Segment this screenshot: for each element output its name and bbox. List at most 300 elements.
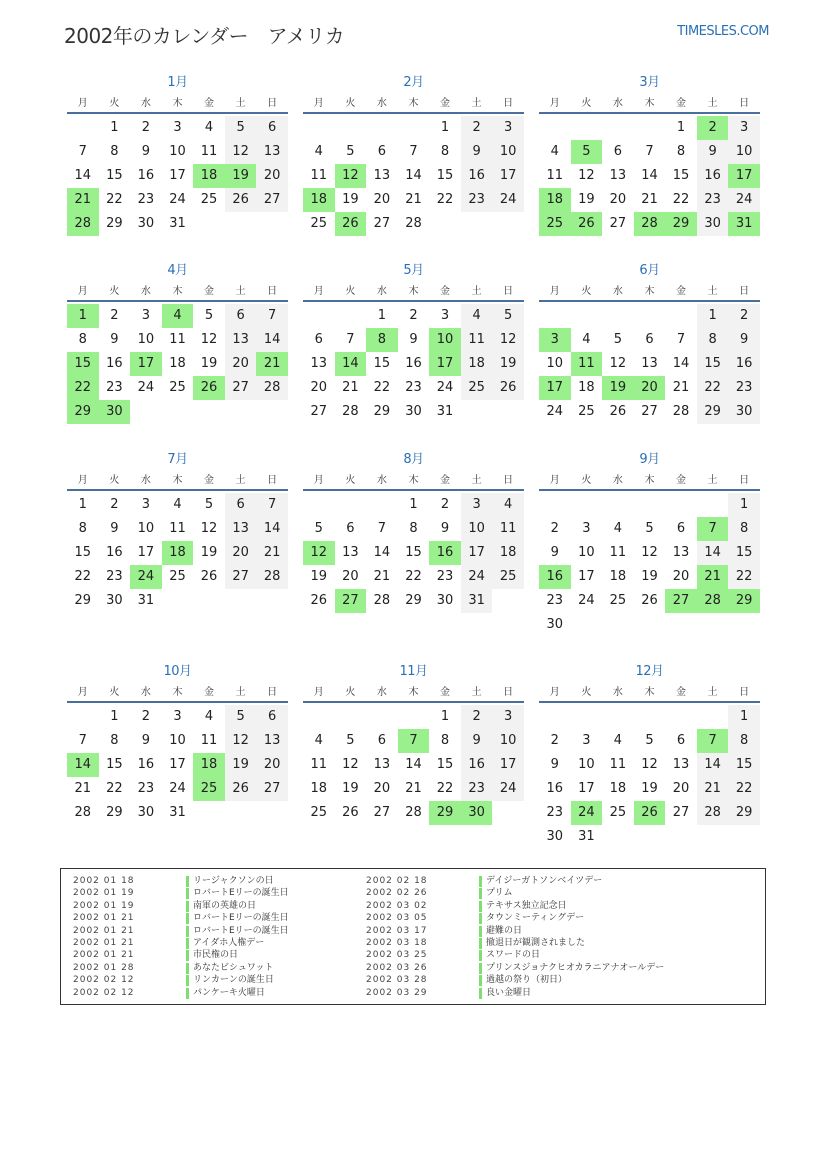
day-cell: 14 <box>405 168 422 183</box>
day-cell: 3 <box>173 709 182 724</box>
month-block <box>67 663 288 825</box>
weekday-label: 水 <box>140 686 151 698</box>
day-cell: 7 <box>697 729 729 753</box>
day-cell: 6 <box>377 144 387 159</box>
day-cell: 27 <box>672 805 690 820</box>
day-cell: 4 <box>613 733 623 748</box>
legend-item <box>73 987 289 999</box>
day-cell: 28 <box>405 216 422 231</box>
day-cell: 6 <box>613 144 623 159</box>
day-cell: 8 <box>728 517 760 541</box>
empty-day-cell <box>366 116 398 140</box>
day-cell: 13 <box>672 545 690 560</box>
week-row <box>539 777 760 801</box>
week-row <box>539 517 760 541</box>
weekday-label: 火 <box>109 474 120 486</box>
month-title: 7月 <box>167 452 188 467</box>
day-cell: 9 <box>550 757 559 772</box>
holiday-marker <box>186 950 189 961</box>
day-cell: 6 <box>225 304 257 328</box>
empty-day-cell <box>602 613 634 637</box>
day-cell: 5 <box>204 308 214 323</box>
day-cell: 13 <box>672 757 690 772</box>
legend-date: 2002 02 26 <box>366 888 428 899</box>
day-cell: 21 <box>256 352 288 376</box>
day-cell: 29 <box>67 400 99 424</box>
day-cell: 15 <box>697 352 729 376</box>
day-cell: 4 <box>613 521 623 536</box>
empty-day-cell <box>256 212 288 236</box>
empty-day-cell <box>634 304 666 328</box>
day-cell: 30 <box>436 593 454 608</box>
day-cell: 10 <box>137 521 155 536</box>
day-cell: 24 <box>169 192 186 207</box>
holiday-marker <box>186 901 189 912</box>
day-cell: 29 <box>429 801 461 825</box>
legend-date: 2002 03 02 <box>366 900 428 911</box>
day-cell: 24 <box>571 801 603 825</box>
site-logo[interactable]: TIMESLES.COM <box>677 24 769 39</box>
day-cell: 7 <box>256 493 288 517</box>
day-cell: 11 <box>609 757 627 772</box>
day-cell: 29 <box>405 593 422 608</box>
empty-day-cell <box>492 400 524 424</box>
legend-item <box>73 900 289 912</box>
day-cell: 20 <box>609 192 627 207</box>
day-cell: 20 <box>672 569 690 584</box>
day-cell: 27 <box>335 589 367 613</box>
legend-item <box>366 900 664 912</box>
month-block <box>67 262 288 424</box>
day-cell: 30 <box>99 400 131 424</box>
day-cell: 22 <box>697 376 729 400</box>
day-cell: 18 <box>169 356 186 371</box>
legend-date: 2002 03 26 <box>366 962 428 973</box>
day-cell: 22 <box>67 376 99 400</box>
day-cell: 16 <box>429 541 461 565</box>
weekday-label: 日 <box>267 97 278 109</box>
week-row <box>67 212 288 236</box>
day-cell: 22 <box>672 192 690 207</box>
week-row <box>67 565 288 589</box>
legend-date: 2002 02 12 <box>73 987 135 998</box>
day-cell: 30 <box>728 400 760 424</box>
week-row <box>539 613 760 637</box>
day-cell: 14 <box>405 757 422 772</box>
day-cell: 19 <box>200 545 218 560</box>
legend-holiday-name: 南軍の英雄の日 <box>193 900 257 911</box>
weekday-label: 水 <box>612 474 623 486</box>
week-row <box>539 753 760 777</box>
empty-day-cell <box>67 116 99 140</box>
week-row <box>303 352 524 376</box>
header-divider <box>303 489 524 491</box>
weekday-label: 金 <box>204 474 215 486</box>
week-row <box>67 164 288 188</box>
day-cell: 5 <box>346 733 355 748</box>
holiday-marker <box>186 913 189 924</box>
legend-date: 2002 03 05 <box>366 913 428 924</box>
weekday-label: 月 <box>549 97 560 109</box>
day-cell: 27 <box>665 589 697 613</box>
legend-date: 2002 01 21 <box>73 950 135 961</box>
holiday-marker <box>479 888 482 899</box>
legend-date: 2002 02 18 <box>366 876 428 886</box>
week-row <box>539 400 760 424</box>
weekday-label: 水 <box>140 474 151 486</box>
day-cell: 1 <box>377 308 387 323</box>
day-cell: 8 <box>110 733 119 748</box>
day-cell: 25 <box>609 805 627 820</box>
legend-holiday-name: パンケーキ火曜日 <box>193 987 265 998</box>
day-cell: 23 <box>436 569 454 584</box>
empty-day-cell <box>256 589 288 613</box>
legend-date: 2002 03 17 <box>366 925 428 936</box>
day-cell: 22 <box>728 777 760 801</box>
day-cell: 1 <box>697 304 729 328</box>
day-cell: 27 <box>225 376 257 400</box>
day-cell: 25 <box>578 404 595 419</box>
weekday-label: 土 <box>235 285 246 297</box>
header-divider <box>303 112 524 114</box>
month-block <box>303 451 524 613</box>
day-cell: 24 <box>578 593 595 608</box>
day-cell: 7 <box>256 304 288 328</box>
day-cell: 18 <box>162 541 194 565</box>
weekday-label: 月 <box>77 97 88 109</box>
empty-day-cell <box>634 493 666 517</box>
week-row <box>303 212 524 236</box>
day-cell: 12 <box>641 757 658 772</box>
day-cell: 8 <box>728 729 760 753</box>
day-cell: 19 <box>225 753 257 777</box>
weekday-label: 金 <box>440 97 451 109</box>
header-divider <box>67 300 288 302</box>
week-row <box>303 400 524 424</box>
weekday-label: 日 <box>503 686 514 698</box>
day-cell: 30 <box>106 593 123 608</box>
day-cell: 18 <box>310 781 328 796</box>
day-cell: 2 <box>728 304 760 328</box>
day-cell: 2 <box>550 521 559 536</box>
day-cell: 16 <box>137 168 155 183</box>
empty-day-cell <box>539 705 571 729</box>
day-cell: 19 <box>310 569 328 584</box>
holiday-marker <box>479 913 482 924</box>
weekday-label: 金 <box>204 686 215 698</box>
day-cell: 3 <box>141 497 151 512</box>
day-cell: 12 <box>200 332 218 347</box>
week-row <box>303 801 524 825</box>
day-cell: 4 <box>550 144 559 159</box>
day-cell: 14 <box>373 545 391 560</box>
day-cell: 13 <box>225 328 257 352</box>
day-cell: 17 <box>539 376 571 400</box>
day-cell: 23 <box>728 376 760 400</box>
day-cell: 29 <box>106 805 123 820</box>
day-cell: 25 <box>461 376 493 400</box>
day-cell: 18 <box>193 164 225 188</box>
weekday-label: 月 <box>77 474 88 486</box>
week-row <box>67 729 288 753</box>
day-cell: 5 <box>613 332 623 347</box>
empty-day-cell <box>225 801 257 825</box>
week-row <box>67 705 288 729</box>
day-cell: 26 <box>609 404 627 419</box>
day-cell: 9 <box>141 144 151 159</box>
empty-day-cell <box>130 400 162 424</box>
day-cell: 9 <box>461 140 493 164</box>
day-cell: 12 <box>200 521 218 536</box>
day-cell: 26 <box>225 188 257 212</box>
day-cell: 6 <box>676 521 686 536</box>
legend-date: 2002 03 18 <box>366 937 428 948</box>
day-cell: 24 <box>546 404 564 419</box>
empty-day-cell <box>602 493 634 517</box>
weekday-header <box>539 92 760 110</box>
legend-date: 2002 01 21 <box>73 937 135 948</box>
weekday-label: 土 <box>707 97 718 109</box>
day-cell: 28 <box>74 805 92 820</box>
empty-day-cell <box>602 116 634 140</box>
month-block <box>303 74 524 236</box>
legend-item <box>366 925 664 937</box>
day-cell: 10 <box>429 328 461 352</box>
day-cell: 1 <box>728 705 760 729</box>
day-cell: 28 <box>67 212 99 236</box>
day-cell: 18 <box>539 188 571 212</box>
weekday-label: 土 <box>235 474 246 486</box>
week-row <box>67 589 288 613</box>
page-title: 2002年のカレンダー アメリカ <box>64 24 345 48</box>
day-cell: 23 <box>106 380 123 395</box>
weekday-label: 月 <box>549 474 560 486</box>
day-cell: 14 <box>256 517 288 541</box>
week-row <box>67 517 288 541</box>
day-cell: 15 <box>106 757 123 772</box>
day-cell: 1 <box>440 120 450 135</box>
day-cell: 27 <box>609 216 627 231</box>
legend-date: 2002 03 29 <box>366 987 428 998</box>
weekday-label: 日 <box>739 285 750 297</box>
weekday-label: 木 <box>172 474 183 486</box>
weekday-header <box>303 280 524 298</box>
empty-day-cell <box>225 400 257 424</box>
weekday-label: 日 <box>503 97 514 109</box>
day-cell: 8 <box>409 521 418 536</box>
day-cell: 20 <box>225 541 257 565</box>
day-cell: 30 <box>546 829 564 844</box>
empty-day-cell <box>539 493 571 517</box>
day-cell: 16 <box>106 356 123 371</box>
day-cell: 21 <box>342 380 359 395</box>
weekday-label: 月 <box>313 686 324 698</box>
empty-day-cell <box>398 705 430 729</box>
day-cell: 2 <box>110 497 119 512</box>
day-cell: 13 <box>609 168 627 183</box>
empty-day-cell <box>225 589 257 613</box>
weekday-label: 金 <box>204 97 215 109</box>
day-cell: 19 <box>200 356 218 371</box>
day-cell: 5 <box>571 140 603 164</box>
week-row <box>303 565 524 589</box>
month-title: 8月 <box>403 452 424 467</box>
empty-day-cell <box>571 116 603 140</box>
header-divider <box>67 701 288 703</box>
day-cell: 19 <box>225 164 257 188</box>
month-title: 10月 <box>163 664 192 679</box>
day-cell: 11 <box>546 168 564 183</box>
weekday-header <box>539 469 760 487</box>
empty-day-cell <box>634 825 666 849</box>
day-cell: 16 <box>546 781 564 796</box>
empty-day-cell <box>728 825 760 849</box>
day-cell: 15 <box>436 757 454 772</box>
day-cell: 19 <box>492 352 524 376</box>
day-cell: 13 <box>256 140 288 164</box>
day-cell: 23 <box>461 188 493 212</box>
day-cell: 29 <box>665 212 697 236</box>
header-divider <box>303 300 524 302</box>
day-cell: 20 <box>373 192 391 207</box>
day-cell: 3 <box>582 521 591 536</box>
day-cell: 24 <box>130 565 162 589</box>
day-cell: 1 <box>409 497 418 512</box>
day-cell: 29 <box>106 216 123 231</box>
day-cell: 29 <box>373 404 391 419</box>
empty-day-cell <box>193 400 225 424</box>
day-cell: 13 <box>373 168 391 183</box>
day-cell: 4 <box>162 304 194 328</box>
week-row <box>303 140 524 164</box>
day-cell: 3 <box>173 120 182 135</box>
day-cell: 21 <box>697 777 729 801</box>
day-cell: 28 <box>697 589 729 613</box>
week-row <box>303 729 524 753</box>
day-cell: 22 <box>106 781 123 796</box>
day-cell: 15 <box>373 356 391 371</box>
week-row <box>303 777 524 801</box>
day-cell: 14 <box>67 753 99 777</box>
day-cell: 25 <box>492 565 524 589</box>
weekday-label: 水 <box>140 97 151 109</box>
day-cell: 13 <box>342 545 359 560</box>
weekday-label: 金 <box>204 285 215 297</box>
day-cell: 30 <box>405 404 422 419</box>
day-cell: 12 <box>225 140 257 164</box>
month-block <box>539 663 760 849</box>
day-cell: 30 <box>137 805 155 820</box>
holiday-marker <box>186 963 189 974</box>
day-cell: 24 <box>728 188 760 212</box>
day-cell: 7 <box>676 332 686 347</box>
day-cell: 31 <box>578 829 595 844</box>
day-cell: 17 <box>169 757 186 772</box>
empty-day-cell <box>461 212 493 236</box>
day-cell: 1 <box>440 709 450 724</box>
day-cell: 31 <box>137 593 155 608</box>
month-block <box>303 262 524 424</box>
day-cell: 12 <box>641 545 658 560</box>
day-cell: 23 <box>546 805 564 820</box>
legend-item <box>366 912 664 924</box>
legend-item <box>73 962 289 974</box>
empty-day-cell <box>335 304 367 328</box>
week-row <box>67 188 288 212</box>
day-cell: 31 <box>169 216 186 231</box>
day-cell: 6 <box>256 705 288 729</box>
day-cell: 2 <box>461 116 493 140</box>
day-cell: 26 <box>571 212 603 236</box>
day-cell: 22 <box>74 569 92 584</box>
day-cell: 25 <box>539 212 571 236</box>
day-cell: 30 <box>137 216 155 231</box>
weekday-label: 火 <box>581 686 592 698</box>
week-row <box>67 352 288 376</box>
day-cell: 17 <box>492 164 524 188</box>
day-cell: 18 <box>578 380 595 395</box>
day-cell: 6 <box>676 733 686 748</box>
day-cell: 12 <box>492 328 524 352</box>
day-cell: 24 <box>169 781 186 796</box>
day-cell: 26 <box>225 777 257 801</box>
day-cell: 20 <box>256 753 288 777</box>
day-cell: 22 <box>106 192 123 207</box>
day-cell: 9 <box>550 545 559 560</box>
weekday-label: 月 <box>549 285 560 297</box>
day-cell: 9 <box>110 521 119 536</box>
day-cell: 23 <box>697 188 729 212</box>
day-cell: 8 <box>110 144 119 159</box>
day-cell: 1 <box>67 304 99 328</box>
legend-date: 2002 03 28 <box>366 975 428 986</box>
day-cell: 16 <box>461 164 493 188</box>
week-row <box>539 140 760 164</box>
legend-item <box>366 937 664 949</box>
legend-holiday-name: 撤退日が観測されました <box>486 937 586 948</box>
week-row <box>303 753 524 777</box>
day-cell: 10 <box>492 140 524 164</box>
day-cell: 28 <box>256 376 288 400</box>
day-cell: 1 <box>676 120 686 135</box>
day-cell: 18 <box>609 781 627 796</box>
month-title: 5月 <box>403 263 424 278</box>
day-cell: 20 <box>634 376 666 400</box>
weekday-label: 火 <box>109 97 120 109</box>
empty-day-cell <box>193 589 225 613</box>
empty-day-cell <box>665 493 697 517</box>
day-cell: 9 <box>440 521 450 536</box>
weekday-label: 水 <box>376 474 387 486</box>
weekday-label: 火 <box>345 97 356 109</box>
day-cell: 21 <box>74 781 92 796</box>
weekday-label: 木 <box>172 97 183 109</box>
week-row <box>539 729 760 753</box>
day-cell: 15 <box>728 541 760 565</box>
holiday-marker <box>186 988 189 999</box>
weekday-label: 土 <box>471 285 482 297</box>
weekday-label: 火 <box>109 686 120 698</box>
day-cell: 24 <box>461 565 493 589</box>
weekday-label: 木 <box>172 686 183 698</box>
empty-day-cell <box>492 212 524 236</box>
legend-date: 2002 01 28 <box>73 962 135 973</box>
month-title: 2月 <box>403 75 424 90</box>
day-cell: 6 <box>645 332 654 347</box>
empty-day-cell <box>256 801 288 825</box>
day-cell: 17 <box>461 541 493 565</box>
weekday-label: 水 <box>140 285 151 297</box>
